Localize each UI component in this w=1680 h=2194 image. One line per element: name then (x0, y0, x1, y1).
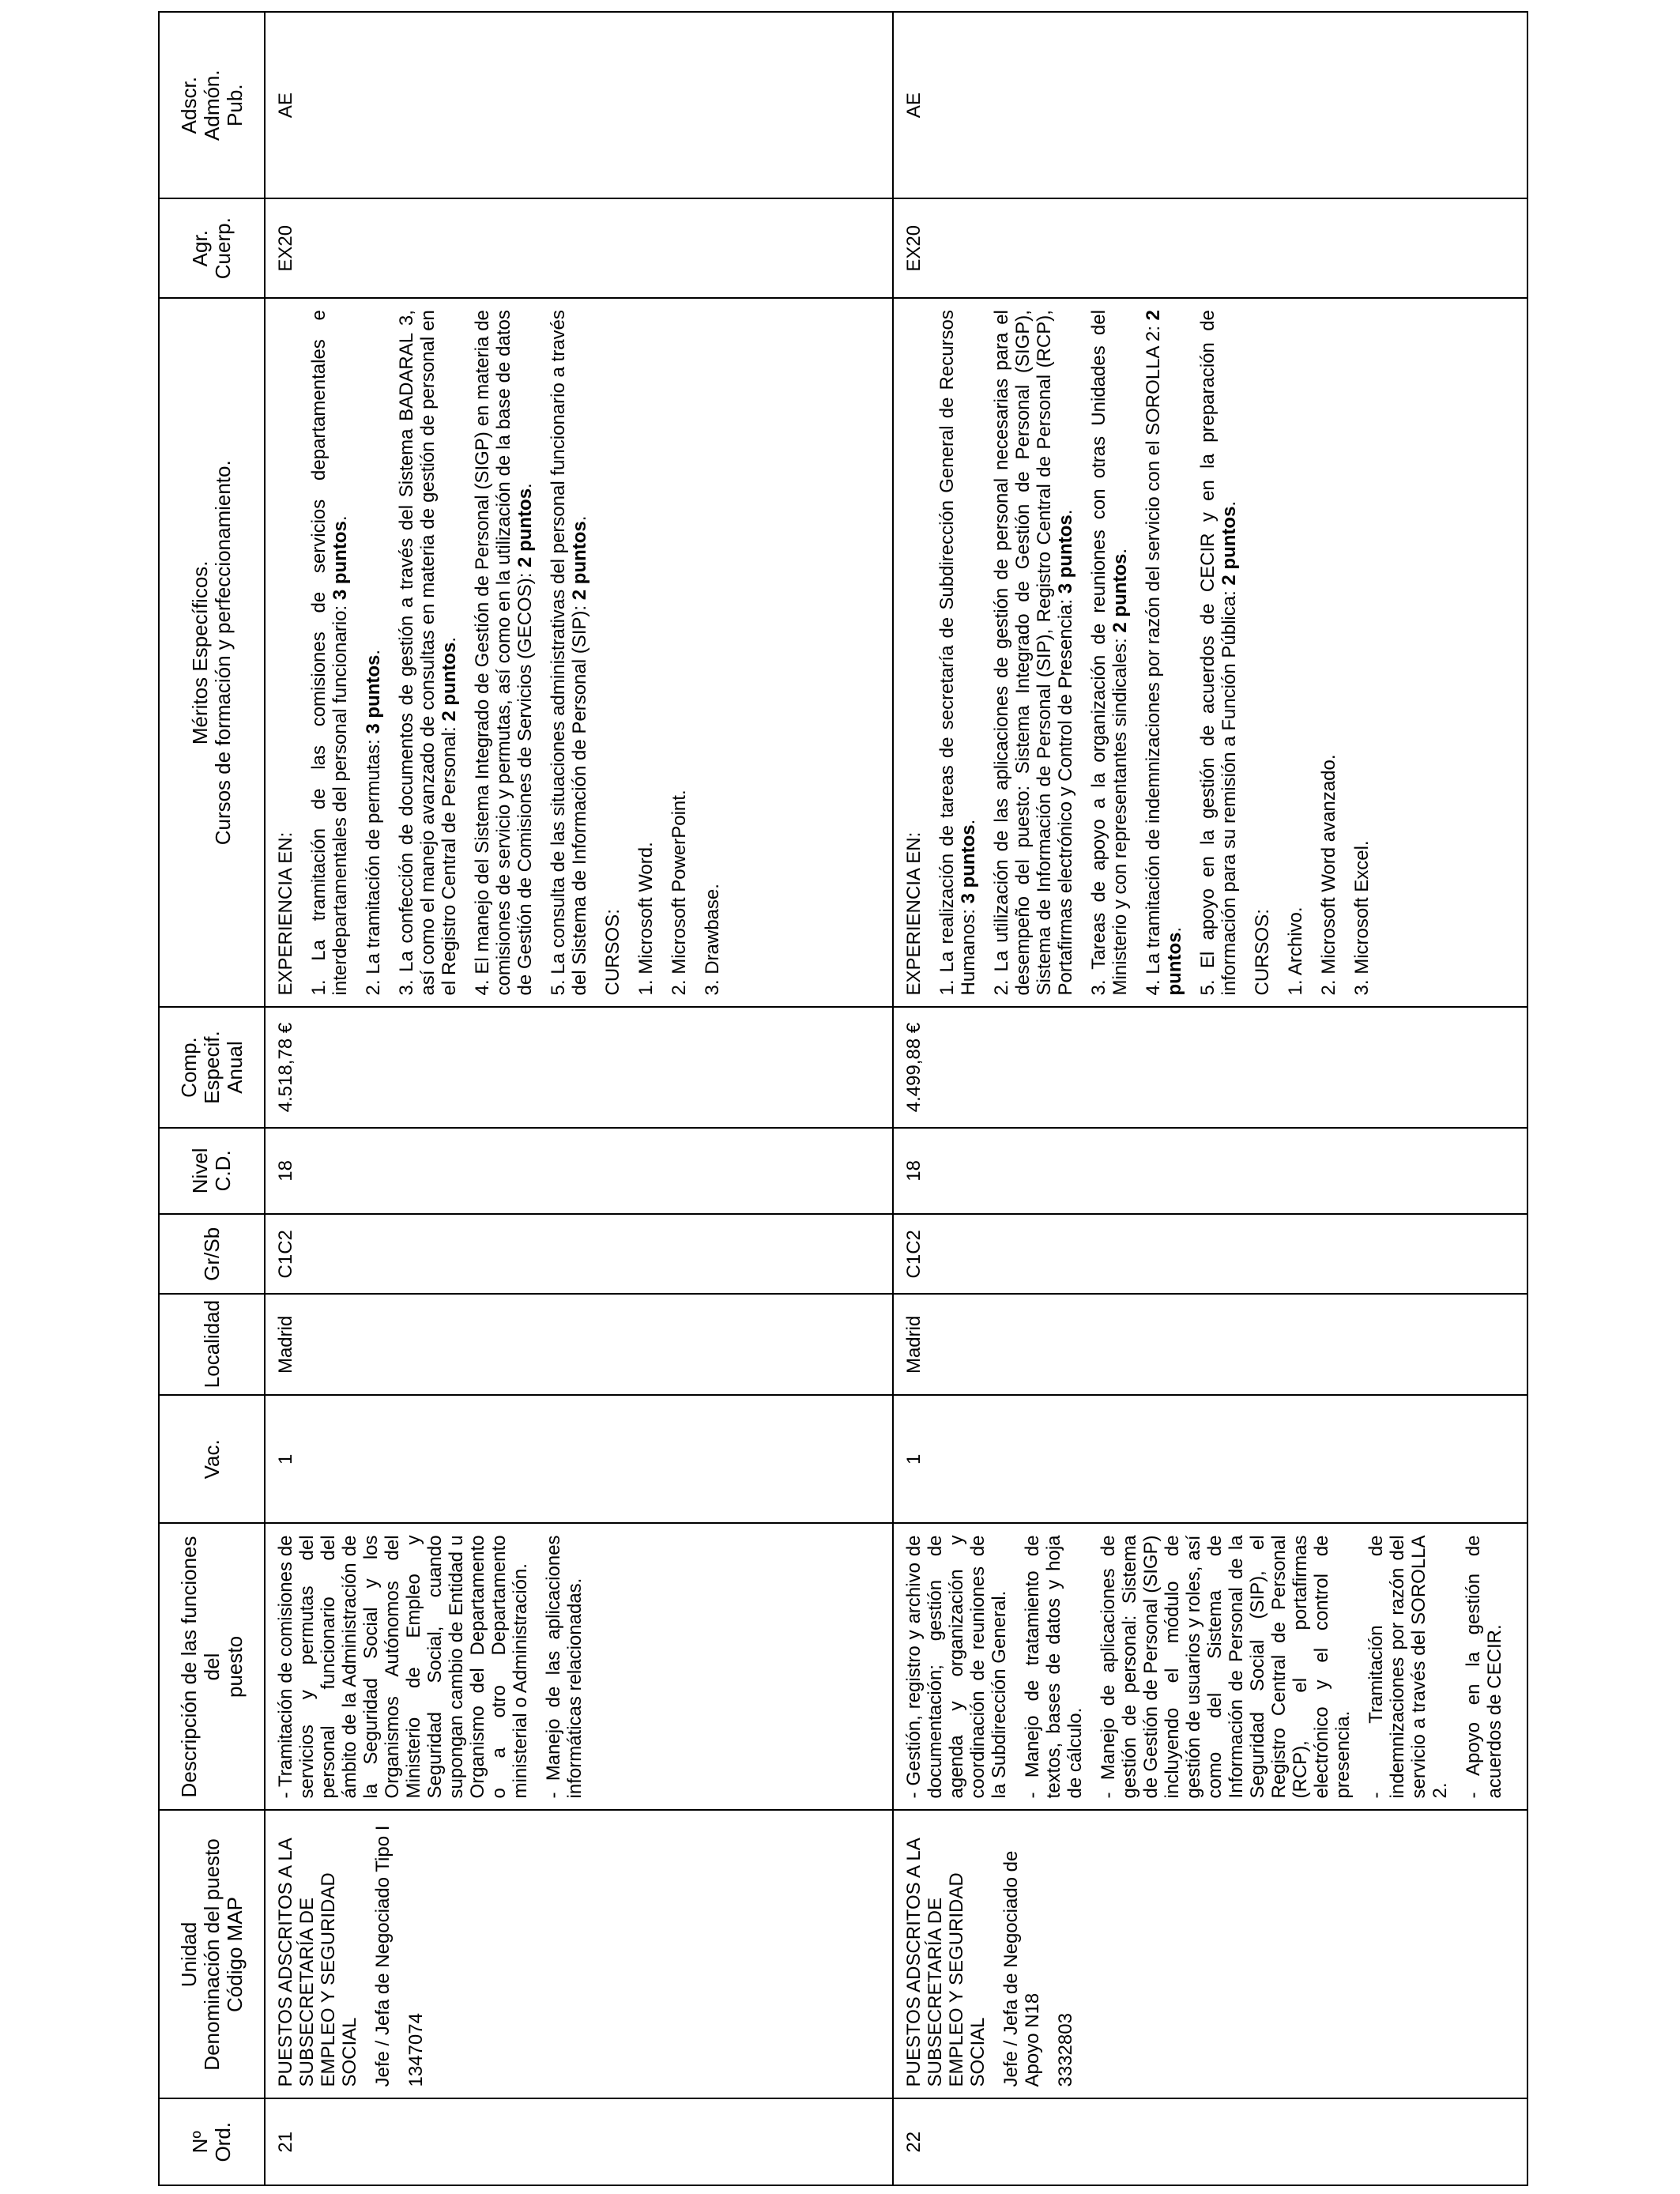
nivel-cell: 18 (265, 1128, 893, 1215)
experiencia-title: EXPERIENCIA EN: (275, 831, 296, 996)
header-nivel: Nivel C.D. (159, 1128, 265, 1215)
nivel-cell: 18 (893, 1128, 1527, 1215)
header-row (159, 12, 265, 2185)
merito-item: 2. La utilización de las aplicaciones de gestión de personal necesarias para el desempeño del puesto: Sistema Integrado de Gestión de Personal (SIGP), Sistema de Información de Personal (SIP), Registro Central de Personal (RCP), Portafirmas electrónico y Control de Presencia: 3 puntos. (991, 310, 1076, 996)
merito-item: 3. Tareas de apoyo a la organización de reuniones con otras Unidades del Ministerio y con representantes sindicales: 2 puntos. (1088, 310, 1131, 996)
descripcion-item: - Manejo de tratamiento de textos, bases de datos y hoja de cálculo. (1022, 1535, 1086, 1799)
unidad-cell (265, 1810, 893, 2098)
positions-table (158, 11, 1528, 2186)
localidad-cell: Madrid (265, 1294, 893, 1395)
merito-item: 1. La tramitación de las comisiones de servicios departamentales e interdepartamentales del personal funcionario: 3 puntos. (308, 310, 351, 996)
header-adscr: Adscr. Admón. Pub. (159, 12, 265, 198)
merito-item: 2. La tramitación de permutas: 3 puntos. (363, 649, 384, 996)
cursos-title: CURSOS: (1252, 909, 1273, 996)
header-meritos: Méritos Específicos. Cursos de formación y perfeccionamiento. (159, 298, 265, 1007)
header-vac: Vac. (159, 1395, 265, 1523)
descripcion-item: - Manejo de las aplicaciones informáticas relacionadas. (543, 1535, 586, 1799)
header-n-ord: Nº Ord. (159, 2099, 265, 2186)
gr-sb-cell: C1C2 (893, 1214, 1527, 1294)
codigo-map: 3332803 (1055, 2013, 1076, 2087)
descripcion-item: - Gestión, registro y archivo de documentación; gestión de agenda y organización y coordinación de reuniones de la Subdirección General. (903, 1535, 1010, 1799)
header-agr: Agr. Cuerp. (159, 198, 265, 298)
curso-item: 1. Archivo. (1285, 907, 1306, 996)
agr-cell: EX20 (893, 198, 1527, 298)
gr-sb-cell: C1C2 (265, 1214, 893, 1294)
denominacion: Jefe / Jefa de Negociado de Apoyo N18 (1000, 1850, 1043, 2087)
adscr-cell: AE (893, 12, 1527, 198)
descripcion-item: - Tramitación de comisiones de servicios y permutas del personal funcionario del ámbito de la Administración de la Seguridad Social y los Organismos Autónomos del Ministerio de Empleo y Seguridad Social, cuando supongan cambio de Entidad u Organismo del Departamento o a otro Departamento ministerial o Administración. (275, 1535, 531, 1799)
vac-cell: 1 (265, 1395, 893, 1523)
descripcion-cell (893, 1523, 1527, 1810)
agr-cell: EX20 (265, 198, 893, 298)
merito-item: 1. La realización de tareas de secretaría de Subdirección General de Recursos Humanos: 3 puntos. (936, 310, 979, 996)
merito-item: 4. El manejo del Sistema Integrado de Gestión de Personal (SIGP) en materia de comisiones de servicio y permutas, así como en la utilización de la base de datos de Gestión de Comisiones de Servicios (GECOS): 2 puntos. (472, 310, 536, 996)
descripcion-item: - Tramitación de indemnizaciones por razón del servicio a través del SOROLLA 2. (1365, 1535, 1451, 1799)
curso-item: 2. Microsoft Word avanzado. (1318, 754, 1339, 996)
row-number: 21 (265, 2099, 893, 2186)
denominacion: Jefe / Jefa de Negociado Tipo I (372, 1825, 394, 2087)
comp-cell: 4.518,78 € (265, 1007, 893, 1127)
merito-item: 5. El apoyo en la gestión de acuerdos de CECIR y en la preparación de información para su remisión a Función Pública: 2 puntos. (1197, 310, 1240, 996)
meritos-cell (265, 298, 893, 1007)
header-localidad: Localidad (159, 1294, 265, 1395)
rotated-page (158, 11, 1509, 2186)
curso-item: 1. Microsoft Word. (635, 842, 657, 996)
curso-item: 2. Microsoft PowerPoint. (669, 790, 690, 996)
adscr-cell: AE (265, 12, 893, 198)
table-row (893, 12, 1527, 2185)
cursos-title: CURSOS: (602, 909, 623, 996)
curso-item: 3. Microsoft Excel. (1351, 840, 1373, 996)
descripcion-item: - Apoyo en la gestión de acuerdos de CECIR. (1463, 1535, 1505, 1799)
unidad-name: PUESTOS ADSCRITOS A LA SUBSECRETARÍA DE EMPLEO Y SEGURIDAD SOCIAL (903, 1838, 989, 2087)
comp-cell: 4.499,88 € (893, 1007, 1527, 1127)
merito-item: 4. La tramitación de indemnizaciones por razón del servicio con el SOROLLA 2: 2 puntos. (1143, 310, 1185, 996)
descripcion-cell (265, 1523, 893, 1810)
merito-item: 5. La consulta de las situaciones administrativas del personal funcionario a través del Sistema de Información de Personal (SIP): 2 puntos. (548, 310, 590, 996)
unidad-name: PUESTOS ADSCRITOS A LA SUBSECRETARÍA DE EMPLEO Y SEGURIDAD SOCIAL (275, 1838, 360, 2087)
descripcion-item: - Manejo de aplicaciones de gestión de personal: Sistema de Gestión de Personal (SIGP) incluyendo el módulo de gestión de usuarios y roles, así como del Sistema de Información de Personal de la Seguridad Social (SIP), el Registro Central de Personal (RCP), el portafirmas electrónico y el control de presencia. (1098, 1535, 1354, 1799)
unidad-cell (893, 1810, 1527, 2098)
experiencia-title: EXPERIENCIA EN: (903, 831, 925, 996)
vac-cell: 1 (893, 1395, 1527, 1523)
header-comp: Comp. Especif. Anual (159, 1007, 265, 1127)
row-number: 22 (893, 2099, 1527, 2186)
header-unidad: Unidad Denominación del puesto Código MAP (159, 1810, 265, 2098)
table-row (265, 12, 893, 2185)
header-descripcion: Descripción de las funciones del puesto (159, 1523, 265, 1810)
curso-item: 3. Drawbase. (702, 884, 723, 996)
meritos-cell (893, 298, 1527, 1007)
codigo-map: 1347074 (405, 2013, 427, 2087)
merito-item: 3. La confección de documentos de gestión a través del Sistema BADARAL 3, así como el manejo avanzado de consultas en materia de gestión de personal en el Registro Central de Personal: 2 puntos. (396, 310, 460, 996)
localidad-cell: Madrid (893, 1294, 1527, 1395)
header-gr-sb: Gr/Sb (159, 1214, 265, 1294)
